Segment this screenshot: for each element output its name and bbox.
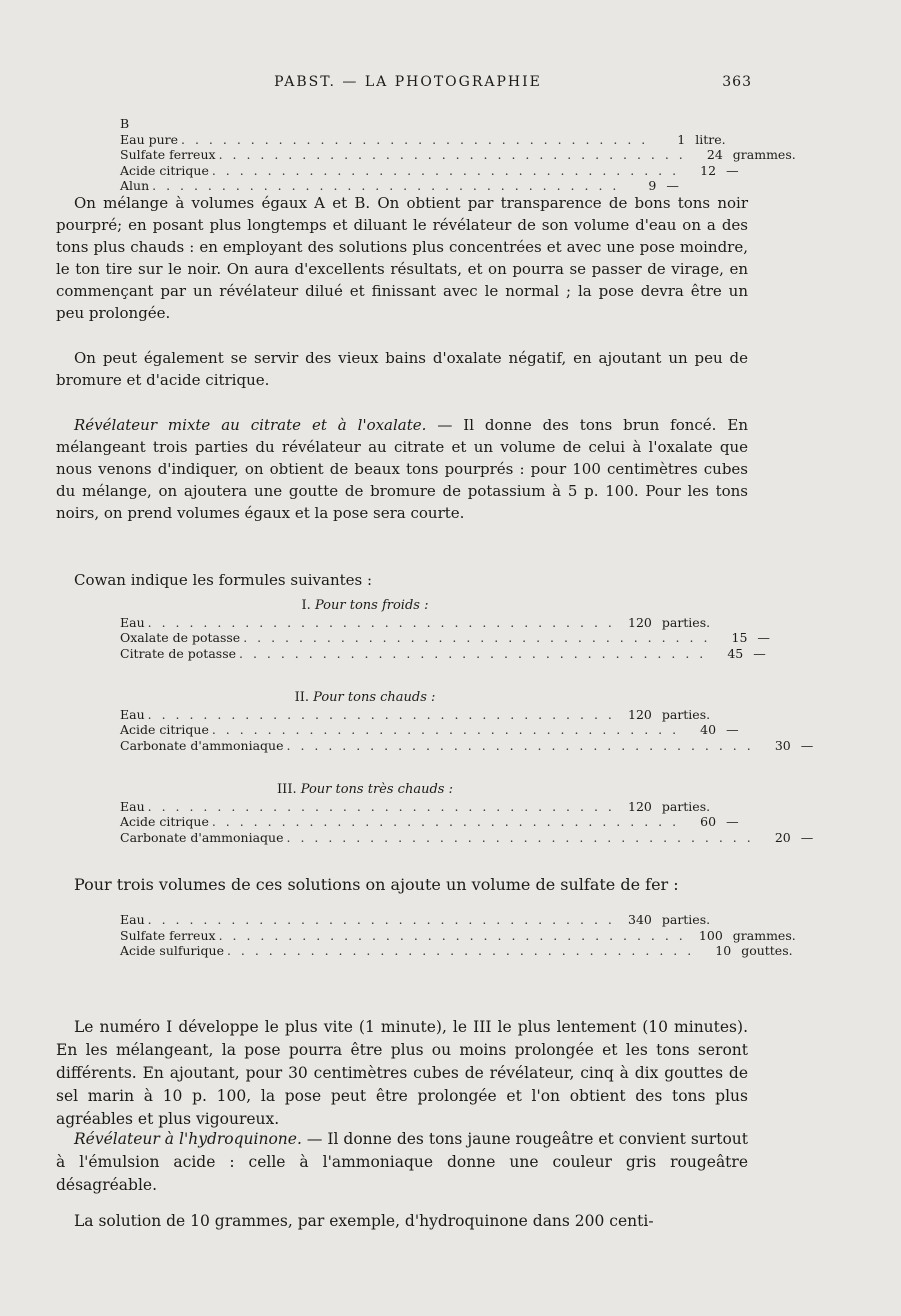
leader-dots: . . . . . . . . . . . . . . . . . . . . . . . . . . . . . . . . . . bbox=[239, 645, 707, 661]
leader-dots: . . . . . . . . . . . . . . . . . . . . . . . . . . . . . . . . . . bbox=[147, 798, 615, 814]
leader-dots: . . . . . . . . . . . . . . . . . . . . . . . . . . . . . . . . . . bbox=[211, 814, 680, 829]
recipe-row bbox=[120, 829, 814, 846]
ingredient-qty: 30 bbox=[774, 737, 791, 753]
ingredient-qty: 120 bbox=[628, 798, 652, 814]
ingredient-qty: 100 bbox=[698, 927, 723, 943]
leader-dots: . . . . . . . . . . . . . . . . . . . . . . . . . . . . . . . . . . bbox=[147, 706, 615, 722]
ingredient-unit: — bbox=[726, 814, 739, 829]
paragraph bbox=[56, 1128, 748, 1197]
paragraph bbox=[56, 414, 748, 524]
formula-number: II. bbox=[294, 690, 309, 705]
ingredient-unit: gouttes. bbox=[741, 943, 793, 958]
ingredient-name: Citrate de potasse bbox=[120, 645, 237, 661]
ingredient-unit: grammes. bbox=[732, 147, 796, 162]
leader-dots: . . . . . . . . . . . . . . . . . . . . . . . . . . . . . . . . . . bbox=[226, 943, 695, 958]
recipe-row bbox=[120, 147, 796, 163]
ingredient-qty: 40 bbox=[700, 722, 717, 737]
ingredient-unit: — bbox=[726, 722, 739, 737]
ingredient-name: Eau bbox=[120, 798, 145, 814]
recipe-row bbox=[120, 116, 726, 147]
ingredient-qty: 120 bbox=[628, 706, 652, 722]
formula-1 bbox=[120, 598, 770, 661]
ingredient-name: Oxalate de potasse bbox=[120, 630, 241, 645]
ingredient-name: Carbonate d'ammoniaque bbox=[120, 737, 284, 753]
formula-title: Pour tons chauds : bbox=[313, 690, 436, 705]
ingredient-unit: parties. bbox=[661, 614, 711, 630]
ingredient-unit: — bbox=[800, 737, 814, 753]
formula-caption bbox=[120, 598, 610, 614]
recipe-row bbox=[120, 614, 711, 631]
ingredient-unit: grammes. bbox=[732, 927, 796, 943]
recipe-row bbox=[120, 927, 796, 944]
ingredient-unit: — bbox=[666, 178, 679, 193]
ingredient-unit: parties. bbox=[661, 798, 711, 814]
ingredient-qty: 12 bbox=[700, 162, 717, 178]
ingredient-name: Acide citrique bbox=[120, 722, 209, 737]
recipe-b bbox=[120, 116, 796, 194]
paragraph: Pour trois volumes de ces solutions on ajoute un volume de sulfate de fer : bbox=[74, 875, 679, 894]
ingredient-name: Acide citrique bbox=[120, 162, 209, 178]
paragraph-text: — Il donne des tons jaune rougeâtre et convient surtout à l'émulsion acide : celle à l'ammoniaque donne une couleur gris rougeâtre désagréable. bbox=[56, 1130, 748, 1194]
paragraph: Cowan indique les formules suivantes : bbox=[74, 571, 373, 589]
leader-dots: . . . . . . . . . . . . . . . . . . . . . . . . . . . . . . . . . . bbox=[286, 829, 754, 845]
ingredient-unit: litre. bbox=[695, 131, 726, 147]
leader-dots: . . . . . . . . . . . . . . . . . . . . . . . . . . . . . . . . . . bbox=[286, 737, 754, 753]
leader-dots: . . . . . . . . . . . . . . . . . . . . . . . . . . . . . . . . . . bbox=[211, 722, 680, 737]
ingredient-qty: 120 bbox=[628, 614, 652, 630]
leader-dots: . . . . . . . . . . . . . . . . . . . . . . . . . . . . . . . . . . bbox=[181, 131, 649, 147]
ingredient-qty: 60 bbox=[700, 814, 717, 829]
ingredient-name: Alun bbox=[120, 178, 150, 193]
leader-dots: . . . . . . . . . . . . . . . . . . . . . . . . . . . . . . . . . . bbox=[218, 147, 686, 162]
ingredient-unit: — bbox=[753, 645, 766, 661]
ingredient-qty: 10 bbox=[715, 943, 732, 958]
formula-caption bbox=[120, 690, 610, 706]
recipe-row bbox=[120, 798, 711, 815]
recipe-row bbox=[120, 814, 739, 830]
paragraph-text: — Il donne des tons brun foncé. En mélangeant trois parties du révélateur au citrate et un volume de celui à l'oxalate que nous venons d'indiquer, on obtient de beaux tons pourprés : pour 100 centimètres cubes du mélange, on ajoutera une goutte de bromure de potassium à 5 p. 100. Pour les tons noirs, on prend volumes égaux et la pose sera courte. bbox=[56, 416, 748, 522]
ingredient-unit: — bbox=[726, 162, 739, 178]
paragraph: La solution de 10 grammes, par exemple, d'hydroquinone dans 200 centi- bbox=[74, 1212, 654, 1230]
ingredient-name: Eau bbox=[120, 706, 145, 722]
recipe-label: B bbox=[120, 116, 130, 131]
recipe-row bbox=[120, 645, 766, 662]
paragraph: On peut également se servir des vieux bains d'oxalate négatif, en ajoutant un peu de bromure et d'acide citrique. bbox=[56, 349, 748, 389]
recipe-row bbox=[120, 162, 739, 179]
sulfate-solution bbox=[120, 912, 796, 959]
formula-number: III. bbox=[277, 782, 297, 797]
ingredient-unit: parties. bbox=[661, 912, 711, 927]
leader-dots: . . . . . . . . . . . . . . . . . . . . . . . . . . . . . . . . . . bbox=[147, 614, 615, 630]
ingredient-unit: parties. bbox=[661, 706, 711, 722]
leader-dots: . . . . . . . . . . . . . . . . . . . . . . . . . . . . . . . . . . bbox=[147, 912, 615, 927]
paragraph-lead: Révélateur à l'hydroquinone. bbox=[74, 1130, 302, 1148]
leader-dots: . . . . . . . . . . . . . . . . . . . . . . . . . . . . . . . . . . bbox=[211, 162, 680, 178]
leader-dots: . . . . . . . . . . . . . . . . . . . . . . . . . . . . . . . . . . bbox=[152, 178, 620, 193]
formula-number: I. bbox=[301, 598, 311, 613]
formula-caption bbox=[120, 782, 610, 798]
page-number: 363 bbox=[722, 74, 752, 90]
recipe-row bbox=[120, 943, 793, 959]
formula-title: Pour tons très chauds : bbox=[300, 782, 453, 797]
leader-dots: . . . . . . . . . . . . . . . . . . . . . . . . . . . . . . . . . . bbox=[243, 630, 711, 645]
ingredient-name: Eau pure bbox=[120, 131, 179, 147]
formula-2 bbox=[120, 690, 814, 753]
paragraph: Le numéro I développe le plus vite (1 minute), le III le plus lentement (10 minutes). En les mélangeant, la pose pourra être plus ou moins prolongée et les tons seront différents. En ajoutant, pour 30 centimètres cubes de révélateur, cinq à dix gouttes de sel marin à 10 p. 100, la pose peut être prolongée et l'on obtient des tons plus agréables et plus vigoureux. bbox=[56, 1018, 748, 1128]
ingredient-unit: — bbox=[800, 829, 814, 845]
formula-3 bbox=[120, 782, 814, 845]
recipe-row bbox=[120, 630, 770, 646]
paragraph: On mélange à volumes égaux A et B. On obtient par transparence de bons tons noir pourpré; en posant plus longtemps et diluant le révélateur de son volume d'eau on a des tons plus chauds : en employant des solutions plus concentrées et avec une pose moindre, le ton tire sur le noir. On aura d'excellents résultats, et on pourra se passer de virage, en commençant par un révélateur dilué et finissant avec le normal ; la pose devra être un peu prolongée. bbox=[56, 194, 748, 322]
recipe-row bbox=[120, 722, 739, 738]
ingredient-name: Acide sulfurique bbox=[120, 943, 224, 958]
recipe-row bbox=[120, 706, 711, 723]
ingredient-name: Sulfate ferreux bbox=[120, 927, 216, 943]
paragraph-lead: Révélateur mixte au citrate et à l'oxalate. bbox=[74, 416, 427, 434]
ingredient-qty: 24 bbox=[706, 147, 723, 162]
leader-dots: . . . . . . . . . . . . . . . . . . . . . . . . . . . . . . . . . . bbox=[218, 927, 686, 943]
ingredient-qty: 15 bbox=[731, 630, 748, 645]
formula-title: Pour tons froids : bbox=[314, 598, 429, 613]
ingredient-qty: 20 bbox=[774, 829, 791, 845]
ingredient-unit: — bbox=[757, 630, 770, 645]
ingredient-qty: 45 bbox=[727, 645, 744, 661]
recipe-row bbox=[120, 912, 711, 928]
running-header bbox=[64, 74, 752, 96]
ingredient-qty: 340 bbox=[628, 912, 652, 927]
ingredient-name: Sulfate ferreux bbox=[120, 147, 216, 162]
ingredient-name: Carbonate d'ammoniaque bbox=[120, 829, 284, 845]
ingredient-qty: 9 bbox=[648, 178, 657, 193]
header-title: PABST. — LA PHOTOGRAPHIE bbox=[274, 74, 542, 90]
recipe-row bbox=[120, 737, 814, 754]
ingredient-qty: 1 bbox=[677, 131, 686, 147]
ingredient-name: Eau bbox=[120, 912, 145, 927]
ingredient-name: Eau bbox=[120, 614, 145, 630]
ingredient-name: Acide citrique bbox=[120, 814, 209, 829]
